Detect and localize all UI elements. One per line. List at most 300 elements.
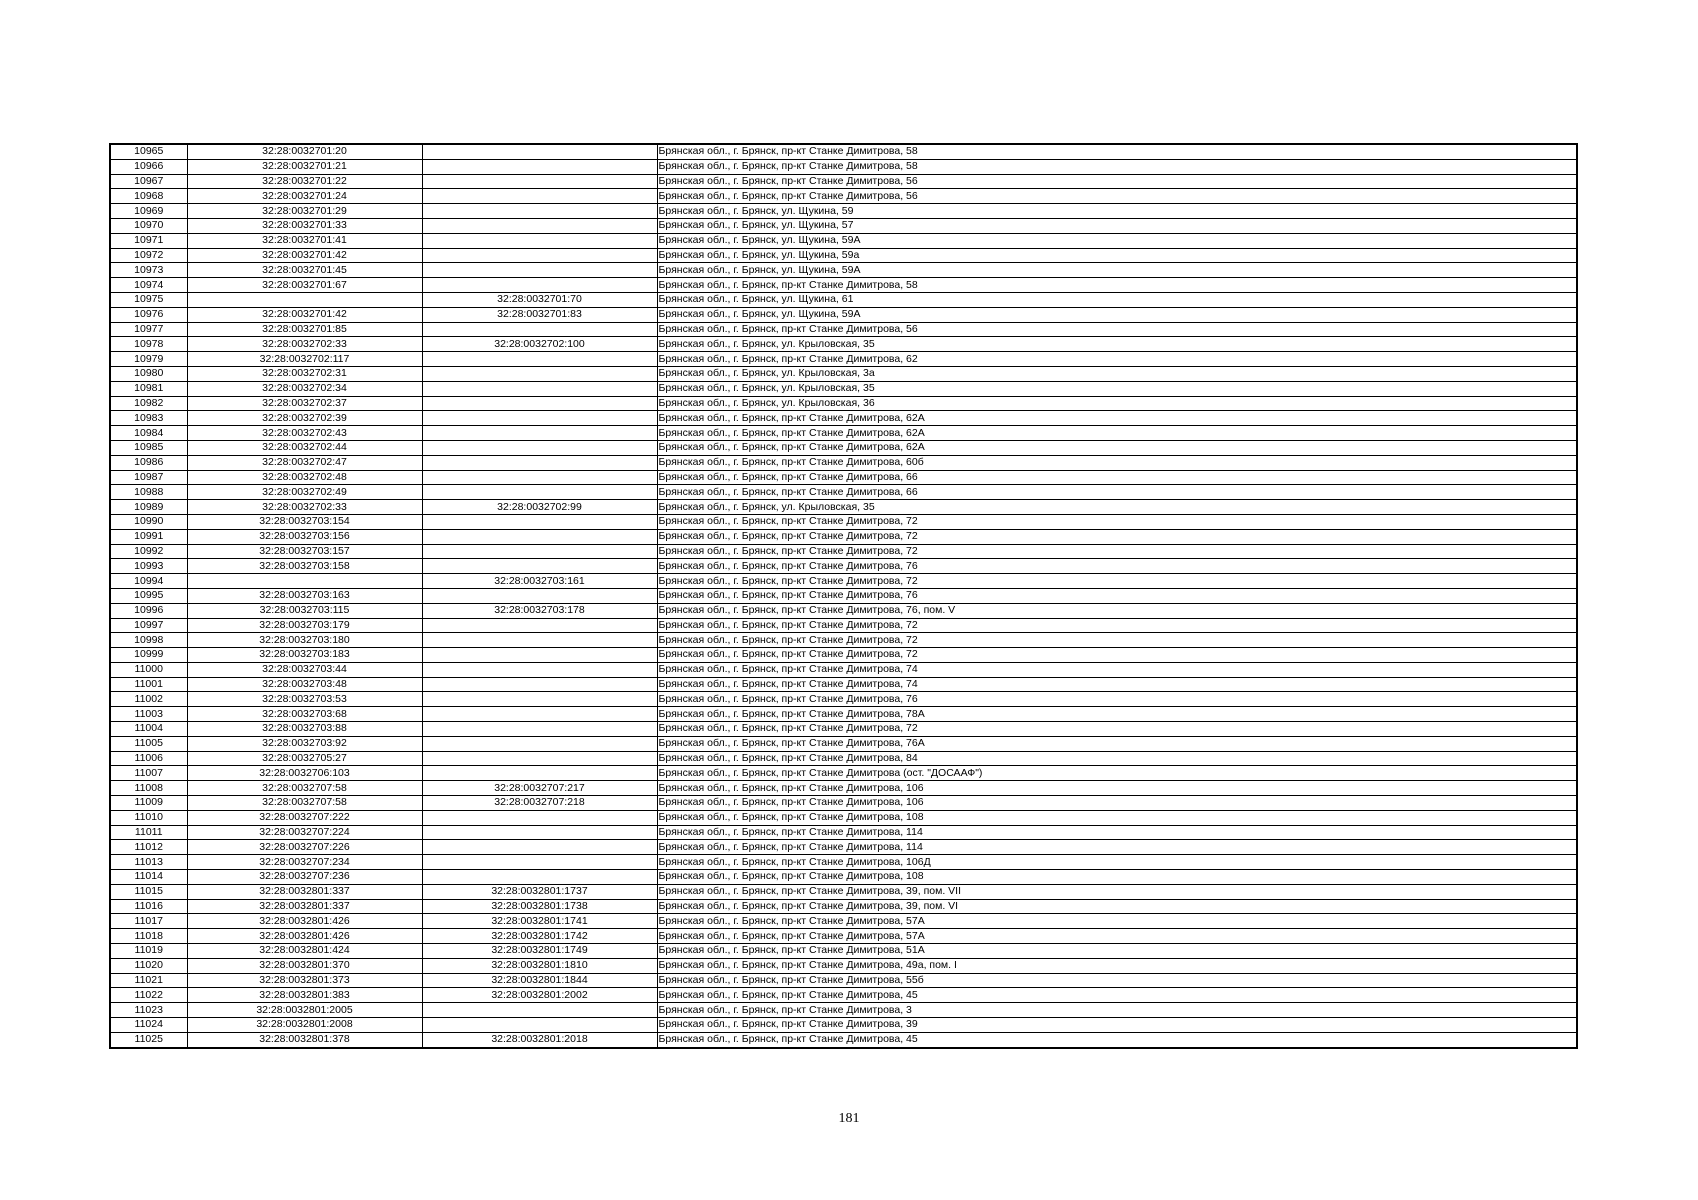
cadastral-number-cell: 32:28:0032801:2008: [187, 1018, 422, 1033]
table-row: [110, 204, 1577, 219]
address-cell: Брянская обл., г. Брянск, пр-кт Станке Димитрова, 78А: [657, 707, 1577, 722]
cadastral-number-cell: 32:28:0032702:31: [187, 366, 422, 381]
cadastral-number-cell: 32:28:0032702:37: [187, 396, 422, 411]
row-number-cell: 10998: [110, 633, 187, 648]
address-cell: Брянская обл., г. Брянск, пр-кт Станке Димитрова, 58: [657, 144, 1577, 159]
related-cadastral-number-cell: [422, 470, 657, 485]
row-number-cell: 10987: [110, 470, 187, 485]
related-cadastral-number-cell: [422, 1003, 657, 1018]
related-cadastral-number-cell: [422, 352, 657, 367]
address-cell: Брянская обл., г. Брянск, пр-кт Станке Димитрова (ост. "ДОСААФ"): [657, 766, 1577, 781]
address-cell: Брянская обл., г. Брянск, пр-кт Станке Димитрова, 66: [657, 485, 1577, 500]
address-cell: Брянская обл., г. Брянск, пр-кт Станке Димитрова, 106: [657, 796, 1577, 811]
table-row: [110, 929, 1577, 944]
row-number-cell: 11006: [110, 751, 187, 766]
address-cell: Брянская обл., г. Брянск, пр-кт Станке Димитрова, 49а, пом. I: [657, 958, 1577, 973]
row-number-cell: 10980: [110, 366, 187, 381]
row-number-cell: 10985: [110, 440, 187, 455]
table-row: [110, 736, 1577, 751]
address-cell: Брянская обл., г. Брянск, пр-кт Станке Димитрова, 72: [657, 633, 1577, 648]
cadastral-number-cell: 32:28:0032703:179: [187, 618, 422, 633]
table-row: [110, 914, 1577, 929]
table-row: [110, 884, 1577, 899]
cadastral-number-cell: 32:28:0032801:370: [187, 958, 422, 973]
cadastral-number-cell: 32:28:0032801:337: [187, 884, 422, 899]
table-row: [110, 544, 1577, 559]
related-cadastral-number-cell: 32:28:0032801:1749: [422, 944, 657, 959]
related-cadastral-number-cell: [422, 855, 657, 870]
row-number-cell: 10974: [110, 278, 187, 293]
address-cell: Брянская обл., г. Брянск, пр-кт Станке Димитрова, 114: [657, 840, 1577, 855]
cadastral-number-cell: 32:28:0032703:154: [187, 514, 422, 529]
related-cadastral-number-cell: [422, 692, 657, 707]
cadastral-number-cell: 32:28:0032801:2005: [187, 1003, 422, 1018]
related-cadastral-number-cell: [422, 766, 657, 781]
related-cadastral-number-cell: [422, 662, 657, 677]
related-cadastral-number-cell: [422, 1018, 657, 1033]
table-row: [110, 174, 1577, 189]
table-row: [110, 722, 1577, 737]
table-row: [110, 944, 1577, 959]
table-row: [110, 292, 1577, 307]
cadastral-number-cell: 32:28:0032801:337: [187, 899, 422, 914]
row-number-cell: 10977: [110, 322, 187, 337]
related-cadastral-number-cell: [422, 174, 657, 189]
table-row: [110, 366, 1577, 381]
cadastral-number-cell: 32:28:0032703:115: [187, 603, 422, 618]
related-cadastral-number-cell: [422, 218, 657, 233]
row-number-cell: 10981: [110, 381, 187, 396]
row-number-cell: 10994: [110, 574, 187, 589]
cadastral-number-cell: 32:28:0032703:44: [187, 662, 422, 677]
row-number-cell: 11010: [110, 810, 187, 825]
cadastral-number-cell: [187, 574, 422, 589]
related-cadastral-number-cell: 32:28:0032707:218: [422, 796, 657, 811]
related-cadastral-number-cell: [422, 159, 657, 174]
cadastral-table: [109, 143, 1578, 1049]
related-cadastral-number-cell: 32:28:0032701:70: [422, 292, 657, 307]
address-cell: Брянская обл., г. Брянск, пр-кт Станке Димитрова, 62А: [657, 440, 1577, 455]
cadastral-number-cell: 32:28:0032703:53: [187, 692, 422, 707]
row-number-cell: 10979: [110, 352, 187, 367]
related-cadastral-number-cell: [422, 189, 657, 204]
related-cadastral-number-cell: [422, 633, 657, 648]
table-row: [110, 707, 1577, 722]
address-cell: Брянская обл., г. Брянск, пр-кт Станке Димитрова, 74: [657, 662, 1577, 677]
table-row: [110, 307, 1577, 322]
related-cadastral-number-cell: [422, 514, 657, 529]
address-cell: Брянская обл., г. Брянск, пр-кт Станке Димитрова, 108: [657, 870, 1577, 885]
row-number-cell: 10988: [110, 485, 187, 500]
row-number-cell: 11001: [110, 677, 187, 692]
row-number-cell: 11014: [110, 870, 187, 885]
row-number-cell: 10986: [110, 455, 187, 470]
address-cell: Брянская обл., г. Брянск, пр-кт Станке Димитрова, 39: [657, 1018, 1577, 1033]
row-number-cell: 10997: [110, 618, 187, 633]
cadastral-number-cell: 32:28:0032702:117: [187, 352, 422, 367]
address-cell: Брянская обл., г. Брянск, ул. Крыловская, 3а: [657, 366, 1577, 381]
address-cell: Брянская обл., г. Брянск, пр-кт Станке Димитрова, 72: [657, 722, 1577, 737]
cadastral-number-cell: 32:28:0032801:378: [187, 1032, 422, 1047]
row-number-cell: 10970: [110, 218, 187, 233]
table-row: [110, 766, 1577, 781]
related-cadastral-number-cell: [422, 440, 657, 455]
cadastral-number-cell: 32:28:0032707:222: [187, 810, 422, 825]
cadastral-number-cell: 32:28:0032801:426: [187, 929, 422, 944]
row-number-cell: 10991: [110, 529, 187, 544]
related-cadastral-number-cell: [422, 426, 657, 441]
related-cadastral-number-cell: [422, 322, 657, 337]
table-body: [110, 144, 1577, 1048]
table-row: [110, 1018, 1577, 1033]
row-number-cell: 10990: [110, 514, 187, 529]
related-cadastral-number-cell: [422, 248, 657, 263]
table-row: [110, 574, 1577, 589]
table-row: [110, 396, 1577, 411]
table-row: [110, 855, 1577, 870]
related-cadastral-number-cell: 32:28:0032702:100: [422, 337, 657, 352]
related-cadastral-number-cell: [422, 559, 657, 574]
cadastral-number-cell: 32:28:0032703:163: [187, 588, 422, 603]
cadastral-number-cell: 32:28:0032703:183: [187, 648, 422, 663]
row-number-cell: 11024: [110, 1018, 187, 1033]
address-cell: Брянская обл., г. Брянск, пр-кт Станке Димитрова, 62: [657, 352, 1577, 367]
address-cell: Брянская обл., г. Брянск, пр-кт Станке Димитрова, 72: [657, 529, 1577, 544]
table-row: [110, 692, 1577, 707]
table-row: [110, 588, 1577, 603]
table-row: [110, 988, 1577, 1003]
address-cell: Брянская обл., г. Брянск, пр-кт Станке Димитрова, 76: [657, 692, 1577, 707]
page-number: 181: [838, 1111, 860, 1126]
table-row: [110, 648, 1577, 663]
table-row: [110, 455, 1577, 470]
address-cell: Брянская обл., г. Брянск, пр-кт Станке Димитрова, 58: [657, 278, 1577, 293]
address-cell: Брянская обл., г. Брянск, пр-кт Станке Димитрова, 72: [657, 574, 1577, 589]
cadastral-number-cell: 32:28:0032702:33: [187, 337, 422, 352]
cadastral-number-cell: 32:28:0032702:43: [187, 426, 422, 441]
cadastral-number-cell: 32:28:0032702:49: [187, 485, 422, 500]
row-number-cell: 11008: [110, 781, 187, 796]
related-cadastral-number-cell: [422, 707, 657, 722]
table-row: [110, 440, 1577, 455]
related-cadastral-number-cell: [422, 751, 657, 766]
address-cell: Брянская обл., г. Брянск, пр-кт Станке Димитрова, 58: [657, 159, 1577, 174]
row-number-cell: 10971: [110, 233, 187, 248]
related-cadastral-number-cell: [422, 840, 657, 855]
table-row: [110, 973, 1577, 988]
table-row: [110, 796, 1577, 811]
table-row: [110, 559, 1577, 574]
cadastral-number-cell: 32:28:0032706:103: [187, 766, 422, 781]
cadastral-number-cell: 32:28:0032707:224: [187, 825, 422, 840]
table-row: [110, 633, 1577, 648]
related-cadastral-number-cell: [422, 736, 657, 751]
address-cell: Брянская обл., г. Брянск, пр-кт Станке Димитрова, 66: [657, 470, 1577, 485]
related-cadastral-number-cell: 32:28:0032801:1844: [422, 973, 657, 988]
table-row: [110, 159, 1577, 174]
address-cell: Брянская обл., г. Брянск, ул. Крыловская, 35: [657, 337, 1577, 352]
table-row: [110, 485, 1577, 500]
table-row: [110, 751, 1577, 766]
address-cell: Брянская обл., г. Брянск, пр-кт Станке Димитрова, 76: [657, 559, 1577, 574]
row-number-cell: 11022: [110, 988, 187, 1003]
address-cell: Брянская обл., г. Брянск, пр-кт Станке Димитрова, 55б: [657, 973, 1577, 988]
cadastral-number-cell: 32:28:0032702:47: [187, 455, 422, 470]
table-row: [110, 426, 1577, 441]
row-number-cell: 10978: [110, 337, 187, 352]
table-row: [110, 189, 1577, 204]
cadastral-number-cell: 32:28:0032703:48: [187, 677, 422, 692]
row-number-cell: 10965: [110, 144, 187, 159]
related-cadastral-number-cell: [422, 204, 657, 219]
table-row: [110, 263, 1577, 278]
related-cadastral-number-cell: [422, 677, 657, 692]
cadastral-number-cell: 32:28:0032705:27: [187, 751, 422, 766]
row-number-cell: 10982: [110, 396, 187, 411]
table-row: [110, 677, 1577, 692]
row-number-cell: 10993: [110, 559, 187, 574]
row-number-cell: 11009: [110, 796, 187, 811]
table-row: [110, 514, 1577, 529]
cadastral-number-cell: 32:28:0032707:58: [187, 796, 422, 811]
cadastral-number-cell: 32:28:0032701:22: [187, 174, 422, 189]
related-cadastral-number-cell: [422, 722, 657, 737]
row-number-cell: 11025: [110, 1032, 187, 1047]
row-number-cell: 11019: [110, 944, 187, 959]
row-number-cell: 10969: [110, 204, 187, 219]
related-cadastral-number-cell: [422, 455, 657, 470]
row-number-cell: 10996: [110, 603, 187, 618]
address-cell: Брянская обл., г. Брянск, пр-кт Станке Димитрова, 76: [657, 588, 1577, 603]
address-cell: Брянская обл., г. Брянск, пр-кт Станке Димитрова, 62А: [657, 411, 1577, 426]
related-cadastral-number-cell: [422, 529, 657, 544]
table-row: [110, 899, 1577, 914]
table-row: [110, 352, 1577, 367]
cadastral-number-cell: 32:28:0032703:157: [187, 544, 422, 559]
cadastral-number-cell: 32:28:0032701:67: [187, 278, 422, 293]
row-number-cell: 11012: [110, 840, 187, 855]
row-number-cell: 11000: [110, 662, 187, 677]
cadastral-number-cell: 32:28:0032707:236: [187, 870, 422, 885]
address-cell: Брянская обл., г. Брянск, пр-кт Станке Димитрова, 51А: [657, 944, 1577, 959]
related-cadastral-number-cell: [422, 870, 657, 885]
row-number-cell: 10992: [110, 544, 187, 559]
address-cell: Брянская обл., г. Брянск, пр-кт Станке Димитрова, 56: [657, 189, 1577, 204]
address-cell: Брянская обл., г. Брянск, пр-кт Станке Димитрова, 106Д: [657, 855, 1577, 870]
related-cadastral-number-cell: 32:28:0032703:161: [422, 574, 657, 589]
related-cadastral-number-cell: [422, 544, 657, 559]
related-cadastral-number-cell: [422, 618, 657, 633]
related-cadastral-number-cell: 32:28:0032801:1738: [422, 899, 657, 914]
related-cadastral-number-cell: [422, 233, 657, 248]
row-number-cell: 11020: [110, 958, 187, 973]
cadastral-number-cell: 32:28:0032703:158: [187, 559, 422, 574]
address-cell: Брянская обл., г. Брянск, пр-кт Станке Димитрова, 56: [657, 322, 1577, 337]
table-row: [110, 1003, 1577, 1018]
related-cadastral-number-cell: [422, 144, 657, 159]
related-cadastral-number-cell: [422, 381, 657, 396]
related-cadastral-number-cell: 32:28:0032801:1741: [422, 914, 657, 929]
row-number-cell: 11015: [110, 884, 187, 899]
related-cadastral-number-cell: 32:28:0032801:1737: [422, 884, 657, 899]
related-cadastral-number-cell: [422, 366, 657, 381]
address-cell: Брянская обл., г. Брянск, ул. Щукина, 59А: [657, 233, 1577, 248]
address-cell: Брянская обл., г. Брянск, ул. Щукина, 57: [657, 218, 1577, 233]
related-cadastral-number-cell: 32:28:0032801:1810: [422, 958, 657, 973]
address-cell: Брянская обл., г. Брянск, пр-кт Станке Димитрова, 57А: [657, 929, 1577, 944]
related-cadastral-number-cell: [422, 278, 657, 293]
cadastral-number-cell: 32:28:0032701:24: [187, 189, 422, 204]
cadastral-number-cell: 32:28:0032703:156: [187, 529, 422, 544]
address-cell: Брянская обл., г. Брянск, пр-кт Станке Димитрова, 114: [657, 825, 1577, 840]
related-cadastral-number-cell: [422, 485, 657, 500]
row-number-cell: 11018: [110, 929, 187, 944]
address-cell: Брянская обл., г. Брянск, пр-кт Станке Димитрова, 45: [657, 988, 1577, 1003]
cadastral-number-cell: 32:28:0032702:44: [187, 440, 422, 455]
cadastral-number-cell: 32:28:0032702:39: [187, 411, 422, 426]
row-number-cell: 11007: [110, 766, 187, 781]
row-number-cell: 10989: [110, 500, 187, 515]
table-row: [110, 618, 1577, 633]
cadastral-number-cell: 32:28:0032701:42: [187, 307, 422, 322]
table-row: [110, 825, 1577, 840]
table-row: [110, 233, 1577, 248]
row-number-cell: 11011: [110, 825, 187, 840]
address-cell: Брянская обл., г. Брянск, пр-кт Станке Димитрова, 106: [657, 781, 1577, 796]
address-cell: Брянская обл., г. Брянск, пр-кт Станке Димитрова, 72: [657, 618, 1577, 633]
address-cell: Брянская обл., г. Брянск, пр-кт Станке Димитрова, 84: [657, 751, 1577, 766]
cadastral-number-cell: 32:28:0032701:21: [187, 159, 422, 174]
address-cell: Брянская обл., г. Брянск, пр-кт Станке Димитрова, 72: [657, 544, 1577, 559]
row-number-cell: 10967: [110, 174, 187, 189]
cadastral-number-cell: 32:28:0032703:68: [187, 707, 422, 722]
address-cell: Брянская обл., г. Брянск, пр-кт Станке Димитрова, 60б: [657, 455, 1577, 470]
row-number-cell: 10966: [110, 159, 187, 174]
cadastral-number-cell: 32:28:0032707:226: [187, 840, 422, 855]
address-cell: Брянская обл., г. Брянск, ул. Щукина, 59А: [657, 307, 1577, 322]
related-cadastral-number-cell: [422, 396, 657, 411]
table-row: [110, 870, 1577, 885]
address-cell: Брянская обл., г. Брянск, ул. Крыловская, 36: [657, 396, 1577, 411]
cadastral-number-cell: 32:28:0032801:373: [187, 973, 422, 988]
related-cadastral-number-cell: [422, 263, 657, 278]
related-cadastral-number-cell: 32:28:0032702:99: [422, 500, 657, 515]
table-row: [110, 662, 1577, 677]
cadastral-number-cell: 32:28:0032702:33: [187, 500, 422, 515]
address-cell: Брянская обл., г. Брянск, ул. Щукина, 59А: [657, 263, 1577, 278]
related-cadastral-number-cell: 32:28:0032801:1742: [422, 929, 657, 944]
row-number-cell: 10972: [110, 248, 187, 263]
cadastral-number-cell: 32:28:0032701:42: [187, 248, 422, 263]
related-cadastral-number-cell: 32:28:0032801:2002: [422, 988, 657, 1003]
table-row: [110, 381, 1577, 396]
cadastral-number-cell: 32:28:0032801:426: [187, 914, 422, 929]
table-row: [110, 529, 1577, 544]
row-number-cell: 10983: [110, 411, 187, 426]
related-cadastral-number-cell: 32:28:0032703:178: [422, 603, 657, 618]
row-number-cell: 11005: [110, 736, 187, 751]
row-number-cell: 11002: [110, 692, 187, 707]
address-cell: Брянская обл., г. Брянск, пр-кт Станке Димитрова, 56: [657, 174, 1577, 189]
cadastral-number-cell: 32:28:0032703:92: [187, 736, 422, 751]
address-cell: Брянская обл., г. Брянск, ул. Крыловская, 35: [657, 381, 1577, 396]
table-row: [110, 958, 1577, 973]
address-cell: Брянская обл., г. Брянск, ул. Щукина, 61: [657, 292, 1577, 307]
row-number-cell: 10984: [110, 426, 187, 441]
row-number-cell: 10968: [110, 189, 187, 204]
address-cell: Брянская обл., г. Брянск, пр-кт Станке Димитрова, 72: [657, 514, 1577, 529]
address-cell: Брянская обл., г. Брянск, пр-кт Станке Димитрова, 39, пом. VII: [657, 884, 1577, 899]
row-number-cell: 10975: [110, 292, 187, 307]
cadastral-number-cell: 32:28:0032701:33: [187, 218, 422, 233]
related-cadastral-number-cell: [422, 588, 657, 603]
related-cadastral-number-cell: [422, 825, 657, 840]
table-row: [110, 810, 1577, 825]
cadastral-number-cell: 32:28:0032701:41: [187, 233, 422, 248]
table-row: [110, 248, 1577, 263]
address-cell: Брянская обл., г. Брянск, пр-кт Станке Димитрова, 74: [657, 677, 1577, 692]
row-number-cell: 10999: [110, 648, 187, 663]
table-row: [110, 470, 1577, 485]
table-row: [110, 278, 1577, 293]
address-cell: Брянская обл., г. Брянск, пр-кт Станке Димитрова, 57А: [657, 914, 1577, 929]
address-cell: Брянская обл., г. Брянск, пр-кт Станке Димитрова, 76, пом. V: [657, 603, 1577, 618]
row-number-cell: 11021: [110, 973, 187, 988]
related-cadastral-number-cell: 32:28:0032707:217: [422, 781, 657, 796]
row-number-cell: 11023: [110, 1003, 187, 1018]
cadastral-number-cell: 32:28:0032702:34: [187, 381, 422, 396]
address-cell: Брянская обл., г. Брянск, пр-кт Станке Димитрова, 62А: [657, 426, 1577, 441]
cadastral-number-cell: 32:28:0032703:88: [187, 722, 422, 737]
table-row: [110, 322, 1577, 337]
address-cell: Брянская обл., г. Брянск, пр-кт Станке Димитрова, 39, пом. VI: [657, 899, 1577, 914]
cadastral-number-cell: 32:28:0032707:58: [187, 781, 422, 796]
address-cell: Брянская обл., г. Брянск, пр-кт Станке Димитрова, 45: [657, 1032, 1577, 1047]
table-row: [110, 840, 1577, 855]
related-cadastral-number-cell: [422, 648, 657, 663]
table-row: [110, 337, 1577, 352]
address-cell: Брянская обл., г. Брянск, пр-кт Станке Димитрова, 108: [657, 810, 1577, 825]
related-cadastral-number-cell: 32:28:0032701:83: [422, 307, 657, 322]
cadastral-number-cell: 32:28:0032701:45: [187, 263, 422, 278]
row-number-cell: 11004: [110, 722, 187, 737]
related-cadastral-number-cell: [422, 411, 657, 426]
row-number-cell: 11017: [110, 914, 187, 929]
address-cell: Брянская обл., г. Брянск, пр-кт Станке Димитрова, 76А: [657, 736, 1577, 751]
related-cadastral-number-cell: [422, 810, 657, 825]
cadastral-number-cell: 32:28:0032707:234: [187, 855, 422, 870]
table-row: [110, 218, 1577, 233]
table-row: [110, 1032, 1577, 1047]
row-number-cell: 10976: [110, 307, 187, 322]
table-row: [110, 500, 1577, 515]
row-number-cell: 11013: [110, 855, 187, 870]
table-row: [110, 603, 1577, 618]
cadastral-number-cell: 32:28:0032701:85: [187, 322, 422, 337]
address-cell: Брянская обл., г. Брянск, ул. Щукина, 59а: [657, 248, 1577, 263]
address-cell: Брянская обл., г. Брянск, пр-кт Станке Димитрова, 3: [657, 1003, 1577, 1018]
row-number-cell: 10995: [110, 588, 187, 603]
table-row: [110, 411, 1577, 426]
cadastral-number-cell: [187, 292, 422, 307]
related-cadastral-number-cell: 32:28:0032801:2018: [422, 1032, 657, 1047]
address-cell: Брянская обл., г. Брянск, пр-кт Станке Димитрова, 72: [657, 648, 1577, 663]
cadastral-number-cell: 32:28:0032801:383: [187, 988, 422, 1003]
address-cell: Брянская обл., г. Брянск, ул. Щукина, 59: [657, 204, 1577, 219]
cadastral-number-cell: 32:28:0032702:48: [187, 470, 422, 485]
table-row: [110, 781, 1577, 796]
address-cell: Брянская обл., г. Брянск, ул. Крыловская, 35: [657, 500, 1577, 515]
